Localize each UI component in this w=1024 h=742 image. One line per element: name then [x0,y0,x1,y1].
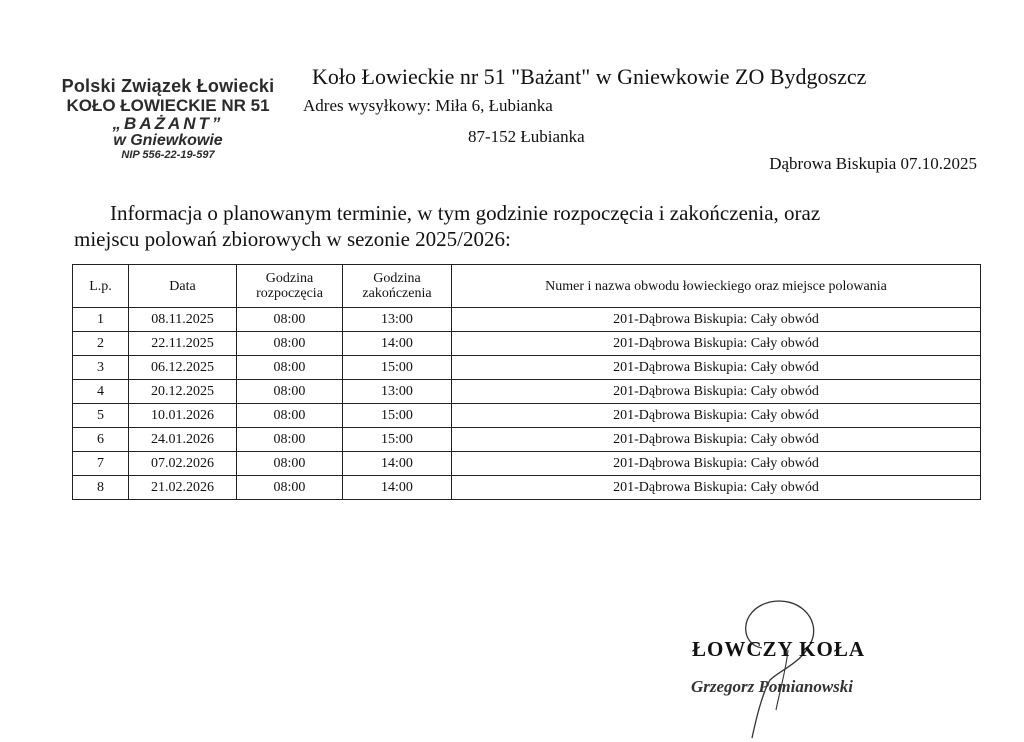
cell-date: 22.11.2025 [129,332,237,356]
mailing-address: Adres wysyłkowy: Miła 6, Łubianka [303,96,553,115]
cell-lp: 5 [73,404,129,428]
cell-area: 201-Dąbrowa Biskupia: Cały obwód [452,428,981,452]
header-lp: L.p. [73,265,129,308]
table-row [73,428,981,452]
signatory-title: ŁOWCZY KOŁA [692,637,865,661]
cell-start-time: 08:00 [237,380,343,404]
hunt-schedule-table [72,264,981,500]
header-end-time [343,265,452,308]
table-row [73,356,981,380]
cell-area: 201-Dąbrowa Biskupia: Cały obwód [452,308,981,332]
header-date: Data [129,265,237,308]
cell-lp: 3 [73,356,129,380]
table-row [73,404,981,428]
cell-start-time: 08:00 [237,356,343,380]
stamp-line: KOŁO ŁOWIECKIE NR 51 [66,96,270,115]
cell-area: 201-Dąbrowa Biskupia: Cały obwód [452,452,981,476]
cell-lp: 4 [73,380,129,404]
table-row [73,332,981,356]
header-area: Numer i nazwa obwodu łowieckiego oraz miejsce polowania [452,265,981,308]
header-text: Godzina [373,271,421,286]
cell-area: 201-Dąbrowa Biskupia: Cały obwód [452,404,981,428]
table-row [73,476,981,500]
cell-end-time: 13:00 [343,308,452,332]
cell-area: 201-Dąbrowa Biskupia: Cały obwód [452,380,981,404]
stamp-line: NIP 556-22-19-597 [121,149,215,161]
table-header-row [73,265,981,308]
cell-date: 21.02.2026 [129,476,237,500]
header-text: rozpoczęcia [256,286,323,301]
cell-date: 06.12.2025 [129,356,237,380]
cell-end-time: 15:00 [343,356,452,380]
header-text: zakończenia [362,286,432,301]
cell-area: 201-Dąbrowa Biskupia: Cały obwód [452,332,981,356]
stamp-line: w Gniewkowie [113,132,223,149]
header-start-time [237,265,343,308]
signatory-name: Grzegorz Pomianowski [691,677,853,696]
cell-lp: 7 [73,452,129,476]
stamp-line: „BAŻANT” [112,114,224,133]
cell-end-time: 14:00 [343,332,452,356]
mailing-postcode: 87-152 Łubianka [468,127,585,146]
table-row [73,308,981,332]
cell-lp: 1 [73,308,129,332]
organization-stamp [46,76,290,162]
cell-date: 24.01.2026 [129,428,237,452]
cell-start-time: 08:00 [237,452,343,476]
table-row [73,380,981,404]
cell-date: 07.02.2026 [129,452,237,476]
cell-date: 10.01.2026 [129,404,237,428]
handwritten-signature [700,590,840,740]
place-and-date: Dąbrowa Biskupia 07.10.2025 [769,154,977,173]
header-text: Godzina [265,271,314,286]
intro-line: Informacja o planowanym terminie, w tym godzinie rozpoczęcia i zakończenia, oraz [110,201,821,225]
cell-end-time: 13:00 [343,380,452,404]
cell-lp: 8 [73,476,129,500]
cell-area: 201-Dąbrowa Biskupia: Cały obwód [452,356,981,380]
cell-date: 20.12.2025 [129,380,237,404]
stamp-line: Polski Związek Łowiecki [61,76,275,96]
intro-line: miejscu polowań zbiorowych w sezonie 2025/2026: [74,227,511,251]
cell-start-time: 08:00 [237,476,343,500]
cell-end-time: 14:00 [343,452,452,476]
cell-start-time: 08:00 [237,308,343,332]
cell-end-time: 15:00 [343,428,452,452]
cell-date: 08.11.2025 [129,308,237,332]
cell-lp: 2 [73,332,129,356]
intro-paragraph [74,200,974,252]
table-row [73,452,981,476]
organization-name: Koło Łowieckie nr 51 "Bażant" w Gniewkowie ZO Bydgoszcz [312,64,867,89]
cell-end-time: 14:00 [343,476,452,500]
cell-start-time: 08:00 [237,404,343,428]
cell-end-time: 15:00 [343,404,452,428]
cell-area: 201-Dąbrowa Biskupia: Cały obwód [452,476,981,500]
cell-start-time: 08:00 [237,428,343,452]
cell-start-time: 08:00 [237,332,343,356]
cell-lp: 6 [73,428,129,452]
